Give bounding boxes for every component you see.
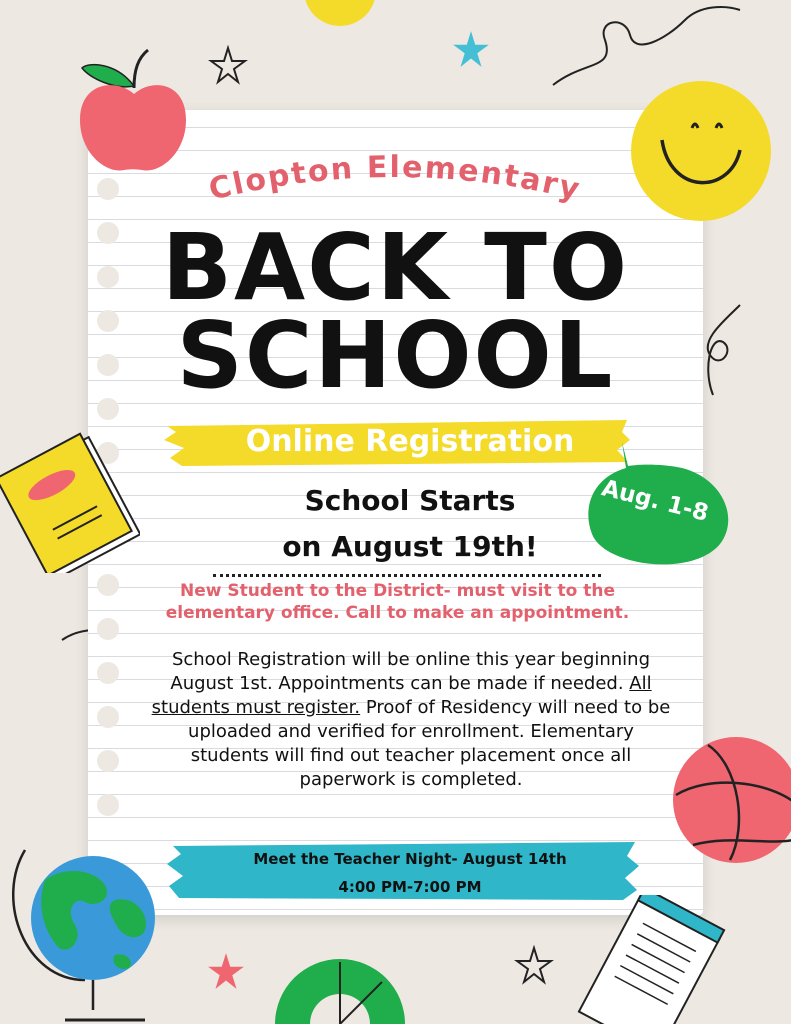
basketball-icon [668,735,791,865]
school-name [200,138,590,218]
page-title-line-2: SCHOOL [176,302,615,409]
details-intro: School Registration will be online this year beginning August 1st. Appointments can be made if needed. [170,649,651,694]
globe-icon [5,830,180,1024]
school-starts-line-2: on August 19th! [282,530,538,563]
yellow-circle-top [300,0,380,30]
notice-line-2: elementary office. Call to make an appointment. [165,603,630,623]
details-rest: Proof of Residency will need to be uploaded and verified for enrollment. Elementary students will find out teacher placement once all paperwork is completed. [188,697,671,790]
swirl-doodle-top-right [545,0,745,90]
registration-details [150,648,672,792]
star-icon [450,28,492,70]
school-starts-line-1: School Starts [304,484,516,517]
book-icon [0,418,140,573]
notice-line-1: New Student to the District- must visit to the [179,581,616,601]
page-title-line-1: BACK TO [161,214,630,321]
star-icon [208,45,248,85]
meet-teacher-title: Meet the Teacher Night- August 14th [253,850,567,868]
swirl-doodle-right [695,300,755,400]
new-student-notice [150,580,645,624]
details-emphasis: All students must register. [151,673,652,718]
online-registration-label: Online Registration [245,424,575,459]
apple-icon [76,48,191,176]
meet-teacher-time: 4:00 PM-7:00 PM [338,878,482,896]
star-icon [205,950,247,992]
svg-text:Clopton Elementary: Clopton Elementary [205,149,585,208]
star-icon [514,945,554,985]
protractor-icon [270,944,410,1024]
notepad-icon [575,895,735,1024]
dotted-divider [213,574,601,577]
smiley-face-icon [630,80,772,222]
registration-dates-badge: Aug. 1-8 [599,475,711,527]
